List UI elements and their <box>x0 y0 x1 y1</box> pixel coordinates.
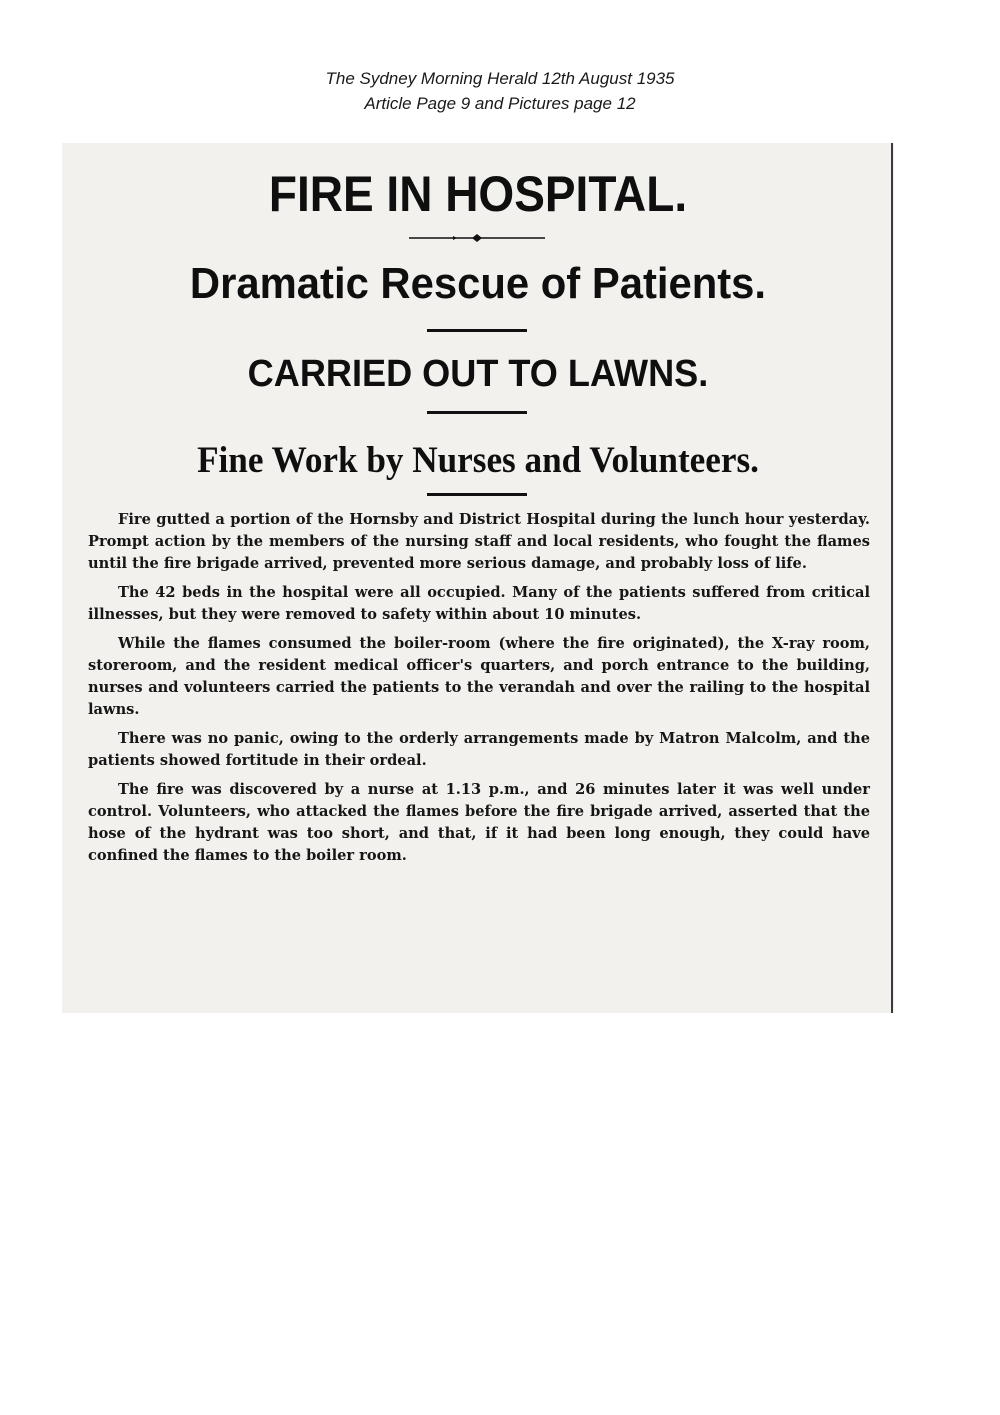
divider-rule <box>427 329 527 332</box>
headline: FIRE IN HOSPITAL. <box>268 166 688 222</box>
article-paragraph: The 42 beds in the hospital were all occupied. Many of the patients suffered from critical illnesses, but they were removed to safety within about 10 minutes. <box>88 584 870 623</box>
clipping-caption <box>0 66 1000 116</box>
deck-headline-2: Fine Work by Nurses and Volunteers. <box>197 440 759 481</box>
caption-line-1: The Sydney Morning Herald 12th August 1935 <box>325 69 675 88</box>
article-paragraph: Fire gutted a portion of the Hornsby and District Hospital during the lunch hour yesterday. Prompt action by the members of the nursing staff and local residents, who fought the flames until the fire brigade arrived, prevented more serious damage, and probably loss of life. <box>88 511 870 572</box>
article-paragraph: The fire was discovered by a nurse at 1.13 p.m., and 26 minutes later it was well under control. Volunteers, who attacked the flames before the fire brigade arrived, asserted that the hose of the hydrant was too short, and that, if it had been long enough, they could have confined the flames to the boiler room. <box>88 781 870 864</box>
clipping-edge <box>891 143 893 1013</box>
divider-rule <box>427 493 527 496</box>
caption-line-2: Article Page 9 and Pictures page 12 <box>364 94 636 113</box>
newspaper-clipping <box>62 143 894 1013</box>
article-paragraph: While the flames consumed the boiler-room (where the fire originated), the X-ray room, storeroom, and the resident medical officer's quarters, and porch entrance to the building, nurses and volunteers carried the patients to the verandah and over the railing to the hospital lawns. <box>88 635 870 718</box>
divider-rule <box>427 411 527 414</box>
article-paragraph: There was no panic, owing to the orderly arrangements made by Matron Malcolm, and the patients showed fortitude in their ordeal. <box>88 730 870 769</box>
subheadline: Dramatic Rescue of Patients. <box>189 259 767 308</box>
ornamental-rule <box>409 233 545 243</box>
article-body <box>88 509 870 874</box>
deck-headline-1: CARRIED OUT TO LAWNS. <box>247 353 709 395</box>
